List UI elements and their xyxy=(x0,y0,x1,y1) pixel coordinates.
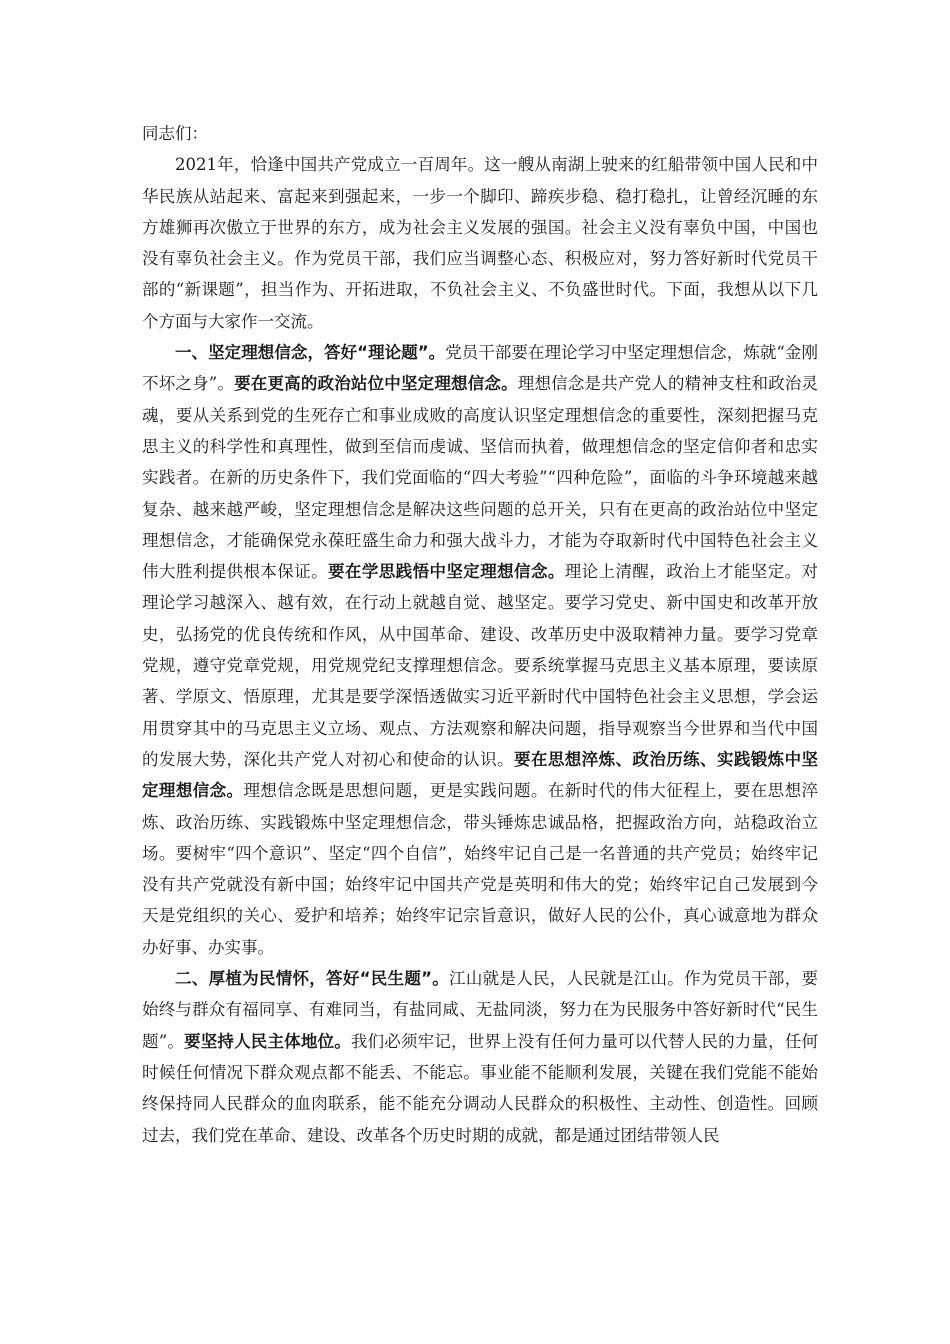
section-2-paragraph xyxy=(142,963,818,1151)
section-2-text-2: 我们必须牢记，世界上没有任何力量可以代替人民的力量，任何时候任何情况下群众观点都不能丢、不能忘。事业能不能顺利发展，关键在我们党能不能始终保持同人民群众的血肉联系，能不能充分调动人民群众的积极性、主动性、创造性。回顾过去，我们党在革命、建设、改革各个历史时期的成就，都是通过团结带领人民 xyxy=(142,1031,819,1145)
section-1-heading: 一、坚定理想信念，答好“理论题”。 xyxy=(175,343,446,363)
section-1-text-3: 理论上清醒，政治上才能坚定。对理论学习越深入、越有效，在行动上就越自觉、越坚定。要学习党史、新中国史和改革开放史，弘扬党的优良传统和作风，从中国革命、建设、改革历史中汲取精神力量。要学习党章党规，遵守党章党规，用党规党纪支撑理想信念。要系统掌握马克思主义基本原理，要读原著、学原文、悟原理，尤其是要学深悟透做实习近平新时代中国特色社会主义思想，学会运用贯穿其中的马克思主义立场、观点、方法观察和解决问题，指导观察当今世界和当代中国的发展大势，深化共产党人对初心和使命的认识。 xyxy=(142,562,819,769)
section-1-text-4: 理想信念既是思想问题，更是实践问题。在新时代的伟大征程上，要在思想淬炼、政治历练、实践锻炼中坚定理想信念，带头锤炼忠诚品格，把握政治方向，站稳政治立场。要树牢“四个意识”、坚定“四个自信”，始终牢记自己是一名普通的共产党员；始终牢记没有共产党就没有新中国；始终牢记中国共产党是英明和伟大的党；始终牢记自己发展到今天是党组织的关心、爱护和培养；始终牢记宗旨意识，做好人民的公仆，真心诚意地为群众办好事、办实事。 xyxy=(142,781,819,957)
section-2-point-1: 要坚持人民主体地位。 xyxy=(184,1031,351,1051)
section-1-text-1: 党员干部要在理论学习中坚定理想信念，炼就“金刚不坏之身”。 xyxy=(142,343,818,394)
section-1-point-3: 要在思想淬炼、政治历练、实践锻炼中坚定理想信念。 xyxy=(142,749,819,801)
section-2-heading: 二、厚植为民情怀，答好“民生题”。 xyxy=(175,969,450,989)
section-1-paragraph xyxy=(142,337,818,963)
document-body xyxy=(142,118,818,1151)
salutation: 同志们： xyxy=(142,124,208,143)
section-2-text-1: 江山就是人民，人民就是江山。作为党员干部，要始终与群众有福同享、有难同当，有盐同咸、无盐同淡，努力在为民服务中答好新时代“民生题”。 xyxy=(142,969,818,1051)
section-1-text-2: 理想信念是共产党人的精神支柱和政治灵魂，要从关系到党的生死存亡和事业成败的高度认识坚定理想信念的重要性，深刻把握马克思主义的科学性和真理性，做到至信而虔诚、坚信而执着，做理想信念的坚定信仰者和忠实实践者。在新的历史条件下，我们党面临的“四大考验”“四种危险”，面临的斗争环境越来越复杂、越来越严峻，坚定理想信念是解决这些问题的总开关，只有在更高的政治站位中坚定理想信念，才能确保党永葆旺盛生命力和强大战斗力，才能为夺取新时代中国特色社会主义伟大胜利提供根本保证。 xyxy=(142,374,819,582)
intro-paragraph: 2021年，恰逢中国共产党成立一百周年。这一艘从南湖上驶来的红船带领中国人民和中华民族从站起来、富起来到强起来，一步一个脚印、蹄疾步稳、稳打稳扎，让曾经沉睡的东方雄狮再次傲立于世界的东方，成为社会主义发展的强国。社会主义没有辜负中国，中国也没有辜负社会主义。作为党员干部，我们应当调整心态、积极应对，努力答好新时代党员干部的“新课题”，担当作为、开拓进取，不负社会主义、不负盛世时代。下面，我想从以下几个方面与大家作一交流。 xyxy=(142,155,818,331)
section-1-point-1: 要在更高的政治站位中坚定理想信念。 xyxy=(234,374,518,394)
section-1-point-2: 要在学思践悟中坚定理想信念。 xyxy=(328,562,565,582)
